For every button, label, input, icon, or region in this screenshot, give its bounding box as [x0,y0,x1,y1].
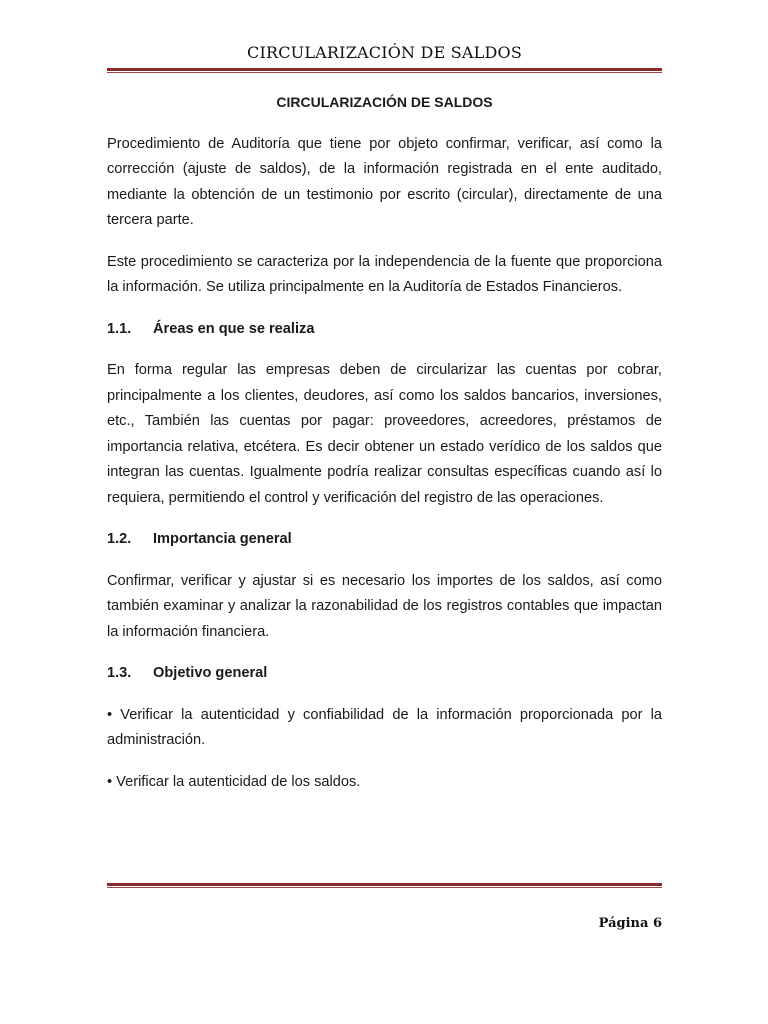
page-content [107,90,662,811]
section-number: 1.2. [107,531,132,547]
page-number: Página 6 [598,916,662,931]
section-title: Importancia general [153,531,292,547]
bullet-item: • Verificar la autenticidad y confiabilidad de la información proporcionada por la administración. [107,706,662,748]
section-heading [107,661,662,687]
section-number: 1.1. [107,320,132,337]
running-header: CIRCULARIZACIÓN DE SALDOS [247,43,522,62]
section-body: Confirmar, verificar y ajustar si es necesario los importes de los saldos, así como también examinar y analizar la razonabilidad de los registros contables que impactan la información financiera. [107,572,662,640]
bullet-item: • Verificar la autenticidad de los saldos. [107,773,361,790]
section-number: 1.3. [107,665,132,681]
paragraph: Procedimiento de Auditoría que tiene por objeto confirmar, verificar, así como la corrección (ajuste de saldos), de la información registrada en el ente auditado, mediante la obtención de un testimonio por escrito (circular), directamente de una tercera parte. [107,135,662,228]
section-title: Áreas en que se realiza [153,320,315,337]
header-rule [107,68,662,73]
section-heading [107,317,662,343]
section-title: Objetivo general [153,665,268,681]
section-heading [107,527,662,553]
section-body: En forma regular las empresas deben de circularizar las cuentas por cobrar, principalmente a los clientes, deudores, así como los saldos bancarios, inversiones, etc., También las cuentas por pagar: proveedores, acreedores, préstamos de importancia relativa, etcétera. Es decir obtener un estado verídico de los saldos que integran las cuentas. Igualmente podría realizar consultas específicas cuando así lo requiera, permitiendo el control y verificación del registro de las operaciones. [107,362,662,506]
footer-rule [107,883,662,888]
paragraph: Este procedimiento se caracteriza por la independencia de la fuente que proporciona la información. Se utiliza principalmente en la Auditoría de Estados Financieros. [107,253,662,295]
document-title: CIRCULARIZACIÓN DE SALDOS [276,94,493,110]
